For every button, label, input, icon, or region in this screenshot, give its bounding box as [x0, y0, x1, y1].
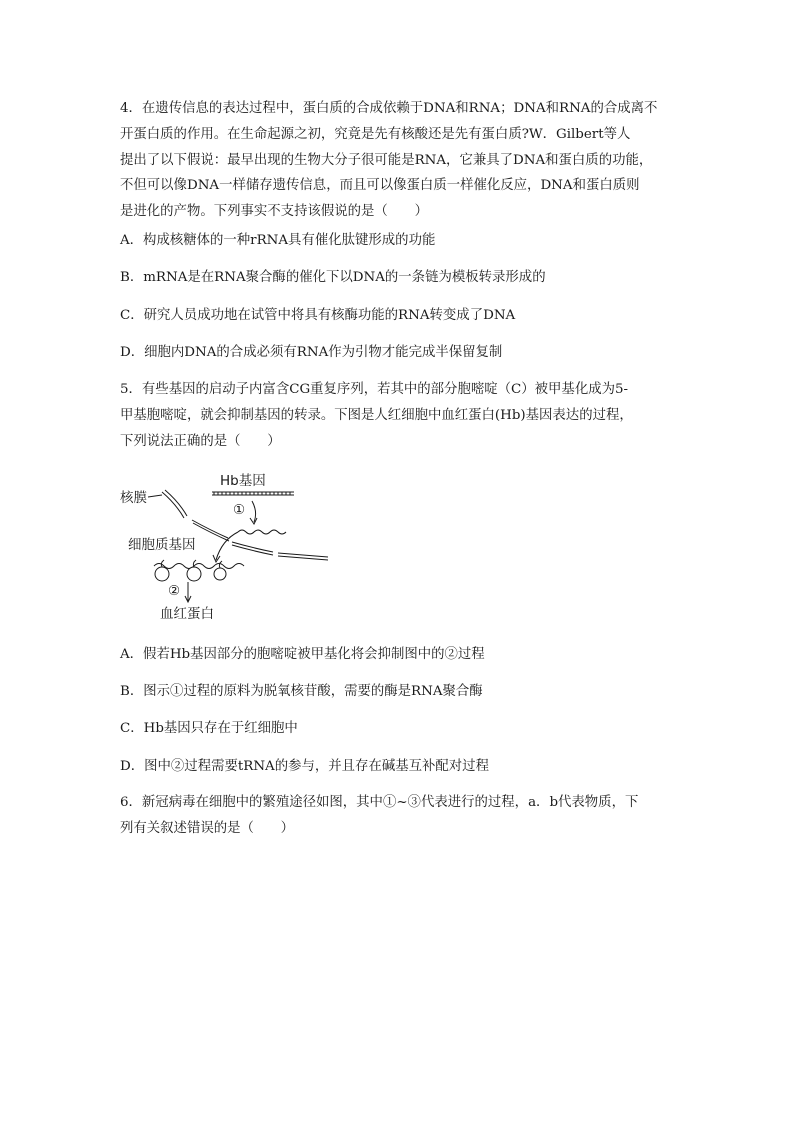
cytoplasm-label: 细胞质基因 [128, 537, 196, 553]
question-5-option-b: B．图示①过程的原料为脱氧核苷酸，需要的酶是RNA聚合酶 [120, 684, 483, 699]
hb-gene-dna-strand [212, 492, 294, 495]
step-1-label: ① [233, 502, 246, 518]
question-text-line: 下列说法正确的是（ ） [120, 433, 281, 449]
question-text-line: 5．有些基因的启动子内富含CG重复序列，若其中的部分胞嘧啶（C）被甲基化成为5- [120, 382, 629, 397]
arrow-head [250, 518, 257, 524]
question-6-stem [120, 790, 680, 842]
question-text-line: 提出了以下假说：最早出现的生物大分子很可能是RNA，它兼具了DNA和蛋白质的功能， [120, 152, 653, 168]
mrna-strand-nucleus [238, 530, 286, 534]
question-5-option-d: D．图中②过程需要tRNA的参与，并且存在碱基互补配对过程 [120, 759, 489, 774]
question-4-option-b: B．mRNA是在RNA聚合酶的催化下以DNA的一条链为模板转录形成的 [120, 270, 546, 285]
question-4-option-c: C．研究人员成功地在试管中将具有核酶功能的RNA转变成了DNA [120, 308, 516, 323]
question-text-line: 4．在遗传信息的表达过程中，蛋白质的合成依赖于DNA和RNA；DNA和RNA的合成离不 [120, 101, 658, 116]
question-text-line: 不但可以像DNA一样储存遗传信息，而且可以像蛋白质一样催化反应，DNA和蛋白质则 [120, 178, 640, 194]
step-2-label: ② [168, 583, 181, 599]
question-5-option-a: A．假若Hb基因部分的胞嘧啶被甲基化将会抑制图中的②过程 [120, 647, 485, 662]
ribosomes [155, 567, 226, 581]
question-5-stem [120, 377, 680, 454]
nuclear-membrane-label: 核膜 [120, 490, 147, 506]
question-text-line: 列有关叙述错误的是（ ） [120, 820, 295, 836]
question-4-option-d: D．细胞内DNA的合成必须有RNA作为引物才能完成半保留复制 [120, 345, 503, 360]
hb-gene-label: Hb基因 [220, 473, 266, 489]
membrane-pointer-line [148, 495, 162, 497]
transcription-arrow [252, 501, 256, 522]
mrna-strand-cytoplasm [154, 564, 244, 569]
question-text-line: 甲基胞嘧啶，就会抑制基因的转录。下图是人红细胞中血红蛋白(Hb)基因表达的过程， [120, 407, 633, 423]
hb-gene-expression-diagram [118, 468, 348, 628]
question-text-line: 6．新冠病毒在细胞中的繁殖途径如图，其中①~③代表进行的过程，a．b代表物质，下 [120, 795, 639, 810]
question-5-option-c: C．Hb基因只存在于红细胞中 [120, 721, 298, 736]
question-4-stem [120, 96, 680, 225]
question-4-option-a: A．构成核糖体的一种rRNA具有催化肽键形成的功能 [120, 233, 436, 248]
question-text-line: 是进化的产物。下列事实不支持该假说的是（ ） [120, 204, 428, 220]
hemoglobin-label: 血红蛋白 [160, 606, 214, 622]
question-text-line: 开蛋白质的作用。在生命起源之初，究竟是先有核酸还是先有蛋白质?W．Gilbert等人 [120, 126, 631, 142]
